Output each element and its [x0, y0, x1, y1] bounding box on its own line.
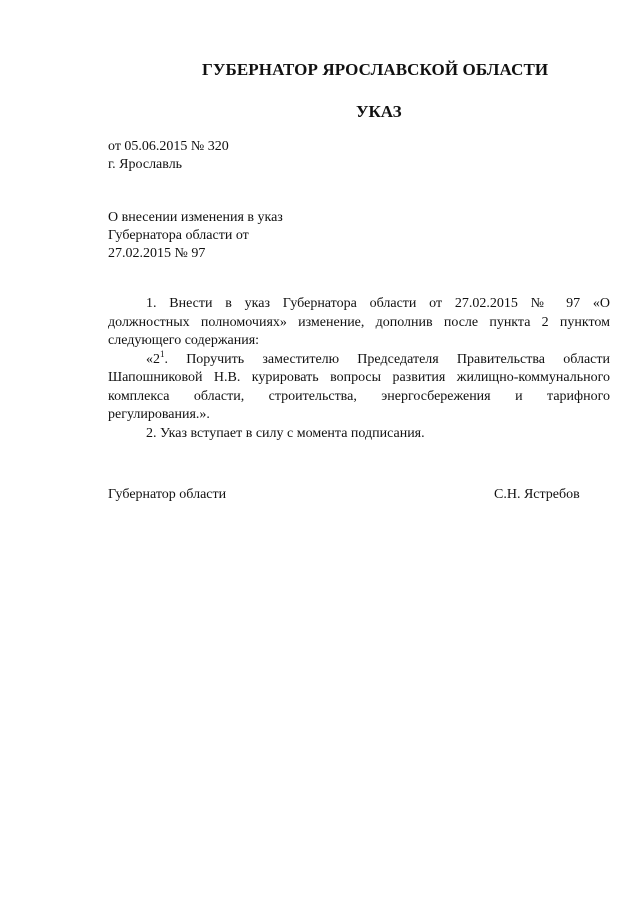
- paragraph-1-line-2: должностных полномочиях» изменение, дополнив после пункта 2 пунктом: [108, 314, 610, 330]
- clause-number: «2: [146, 351, 160, 367]
- authority-text: ГУБЕРНАТОР ЯРОСЛАВСКОЙ ОБЛАСТИ: [202, 60, 549, 79]
- paragraph-2-line-3: комплекса области, строительства, энергосбережения и тарифного: [108, 388, 610, 404]
- clause-superscript: 1: [160, 348, 165, 359]
- signature-position: Губернатор области: [108, 487, 227, 502]
- document-type-heading: УКАЗ: [356, 102, 402, 121]
- paragraph-1-line-3: следующего содержания:: [108, 333, 260, 348]
- paragraph-2-line-1: [108, 348, 610, 370]
- subject-line-2: Губернатора области от: [108, 228, 249, 243]
- paragraph-1-line-1: 1. Внести в указ Губернатора области от 27.02.2015 № 97 «О: [146, 296, 610, 311]
- signature-name: С.Н. Ястребов: [494, 487, 580, 502]
- document-date-number: от 05.06.2015 № 320: [108, 139, 229, 154]
- document-body: [108, 295, 610, 443]
- paragraph-2-line-4: регулирования.».: [108, 407, 210, 422]
- clause-text: . Поручить заместителю Председателя Правительства области: [164, 351, 610, 367]
- paragraph-3: 2. Указ вступает в силу с момента подписания.: [146, 425, 425, 441]
- document-city: г. Ярославль: [108, 157, 183, 172]
- paragraph-2-line-2: Шапошниковой Н.В. курировать вопросы развития жилищно-коммунального: [108, 370, 610, 385]
- subject-line-3: 27.02.2015 № 97: [108, 246, 206, 261]
- subject-line-1: О внесении изменения в указ: [108, 210, 283, 225]
